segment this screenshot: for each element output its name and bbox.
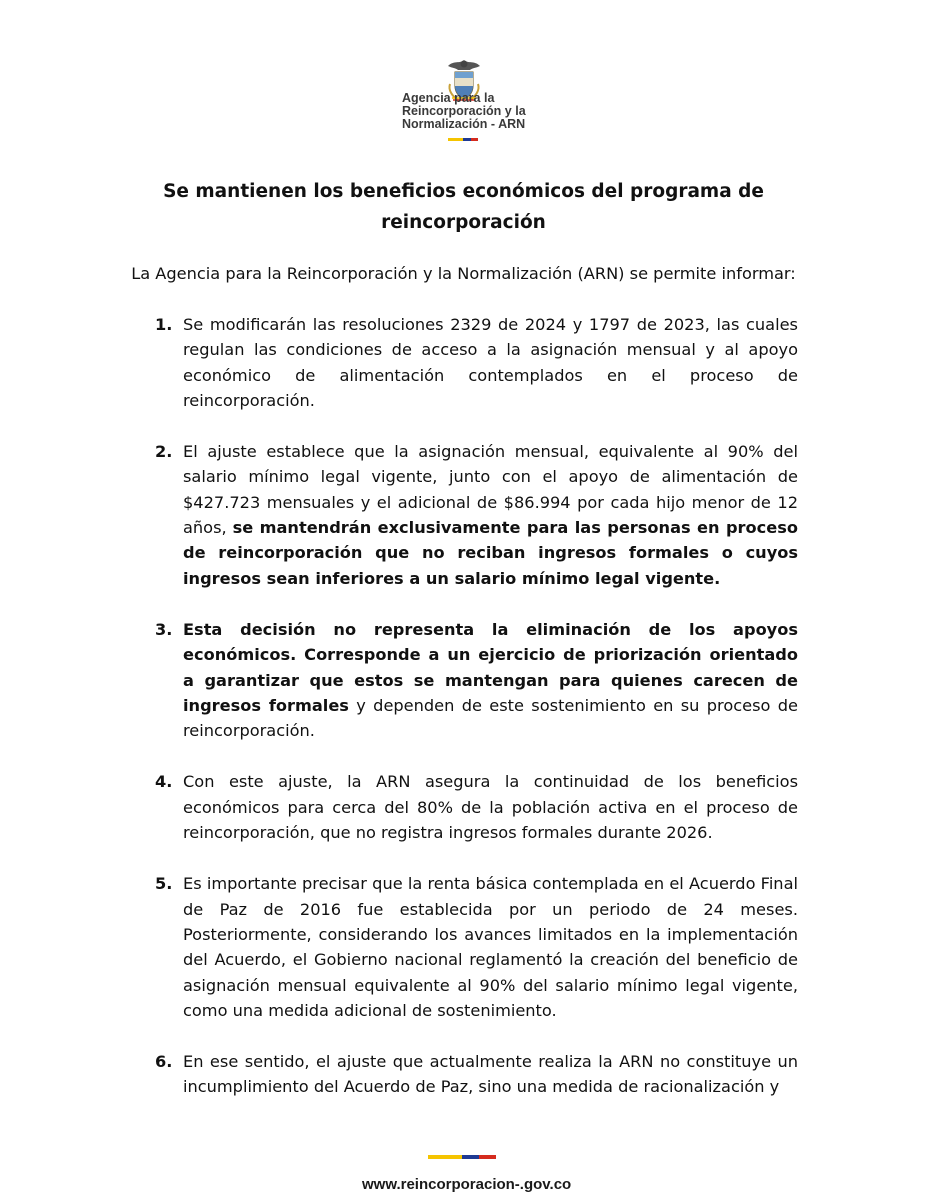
list-item-text — [183, 769, 798, 845]
list-item — [0, 871, 798, 1023]
list-item — [0, 617, 798, 743]
organization-name — [402, 92, 562, 131]
list-item-text-regular: y dependen de este sostenimiento en su proceso de reincorporación. — [183, 695, 798, 741]
list-item-text — [183, 617, 798, 743]
list-item — [0, 439, 798, 591]
list-item-text — [183, 312, 798, 413]
header-flag-bar — [448, 138, 478, 141]
list-item-number: 3. — [155, 619, 173, 639]
intro-paragraph: La Agencia para la Reincorporación y la Normalización (ARN) se permite informar: — [131, 264, 796, 283]
list-item-number: 1. — [155, 315, 173, 334]
footer-website-url: www.reincorporacion-.gov.co — [362, 1176, 572, 1193]
document-title-line-2: reincorporación — [381, 212, 546, 233]
list-item — [0, 1049, 798, 1100]
document-title — [120, 176, 807, 238]
list-item-number: 2. — [155, 442, 173, 462]
flag-blue-stripe — [463, 138, 471, 141]
list-item — [0, 312, 798, 413]
organization-name-line-3: Normalización - ARN — [402, 117, 526, 131]
letterhead — [0, 52, 927, 152]
flag-red-stripe — [479, 1155, 496, 1159]
list-item-text-regular: Es importante precisar que la renta básica contemplada en el Acuerdo Final de Paz de 2016 fue establecida por un periodo de 24 meses. Posteriormente, considerando los avances limitados en la implementación del Acuerdo, el Gobierno nacional reglamentó la creación del beneficio de asignación mensual equivalente al 90% del salario mínimo legal vigente, como una medida adicional de sostenimiento. — [183, 874, 798, 1020]
list-item-text-regular: El ajuste establece que la asignación mensual, equivalente al 90% del salario mínimo legal vigente, junto con el apoyo de alimentación de $427.723 mensuales y el adicional de $86.994 por cada hijo menor de 12 años, — [183, 442, 798, 538]
list-item-text-bold: se mantendrán exclusivamente para las personas en proceso de reincorporación que no reciban ingresos formales o cuyos ingresos sean inferiores a un salario mínimo legal vigente. — [183, 518, 798, 588]
list-item-text-regular: Con este ajuste, la ARN asegura la continuidad de los beneficios económicos para cerca del 80% de la población activa en el proceso de reincorporación, que no registra ingresos formales durante 2026. — [183, 772, 798, 843]
numbered-list — [0, 312, 927, 1126]
list-item-text-regular: Se modificarán las resoluciones 2329 de 2024 y 1797 de 2023, las cuales regulan las condiciones de acceso a la asignación mensual y al apoyo económico de alimentación contemplados en el proceso de reincorporación. — [183, 315, 798, 410]
list-item — [0, 769, 798, 845]
organization-name-line-1: Agencia para la — [402, 91, 495, 105]
document-title-line-1: Se mantienen los beneficios económicos del programa de — [163, 181, 764, 202]
list-item-text — [183, 439, 798, 591]
footer-flag-bar — [428, 1155, 496, 1159]
flag-yellow-stripe — [448, 138, 463, 141]
flag-blue-stripe — [462, 1155, 479, 1159]
flag-red-stripe — [471, 138, 479, 141]
list-item-text-regular: En ese sentido, el ajuste que actualmente realiza la ARN no constituye un incumplimiento del Acuerdo de Paz, sino una medida de racionalización y — [183, 1052, 798, 1097]
list-item-number: 5. — [155, 874, 173, 894]
list-item-number: 6. — [155, 1052, 173, 1072]
organization-name-line-2: Reincorporación y la — [402, 104, 526, 118]
list-item-text — [183, 871, 798, 1023]
list-item-number: 4. — [155, 772, 173, 792]
flag-yellow-stripe — [428, 1155, 462, 1159]
list-item-text-bold: Esta decisión no representa la eliminación de los apoyos económicos. Corresponde a un ejercicio de priorización orientado a garantizar que estos se mantengan para quienes carecen de ingresos formales — [183, 619, 798, 715]
list-item-text — [183, 1049, 798, 1100]
